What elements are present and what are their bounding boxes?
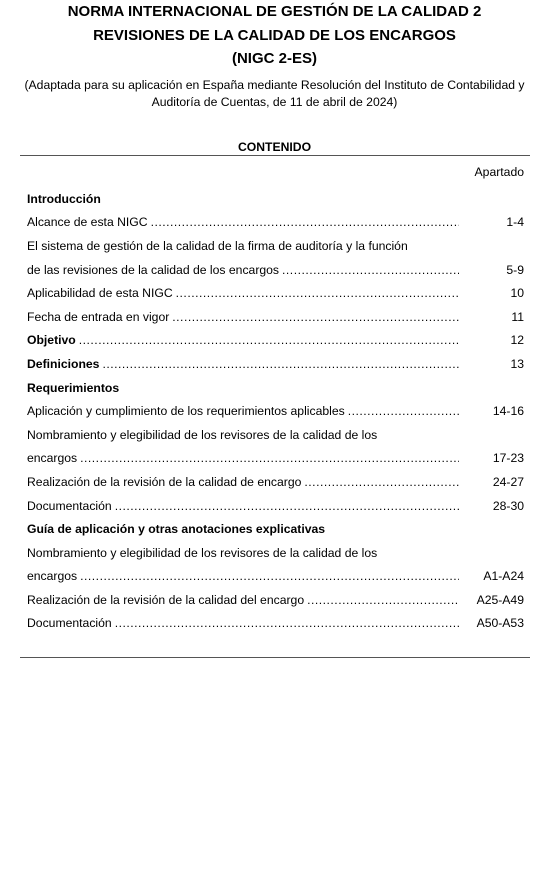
toc-label: Realización de la revisión de la calidad de encargo — [27, 474, 302, 489]
toc-leader-dots — [151, 215, 459, 229]
toc-paragraph-number: 13 — [510, 356, 524, 371]
contents-heading: CONTENIDO — [237, 140, 312, 154]
toc-label: Nombramiento y elegibilidad de los revisores de la calidad de los — [27, 545, 378, 560]
toc-leader-dots — [102, 357, 459, 371]
toc-row — [27, 329, 524, 353]
toc-paragraph-number: A1-A24 — [483, 569, 524, 584]
toc-label: encargos — [27, 569, 78, 584]
toc-label: Introducción — [27, 191, 101, 206]
toc-leader-dots — [282, 263, 459, 277]
toc-row — [27, 494, 524, 518]
toc-row — [27, 352, 524, 376]
toc-paragraph-number: A25-A49 — [476, 592, 524, 607]
toc-row — [27, 470, 524, 494]
table-of-contents — [27, 187, 524, 635]
toc-paragraph-number: 10 — [510, 286, 524, 301]
toc-paragraph-number: 5-9 — [506, 262, 524, 277]
toc-row — [27, 234, 524, 258]
toc-row — [27, 612, 524, 636]
title-line-1: NORMA INTERNACIONAL DE GESTIÓN DE LA CALIDAD 2 — [67, 3, 482, 20]
toc-row — [27, 211, 524, 235]
toc-paragraph-number: 1-4 — [506, 215, 524, 230]
toc-row — [27, 588, 524, 612]
toc-row — [27, 447, 524, 471]
toc-label: de las revisiones de la calidad de los encargos — [27, 262, 280, 277]
toc-row — [27, 281, 524, 305]
toc-label: El sistema de gestión de la calidad de la firma de auditoría y la función — [27, 238, 408, 253]
subtitle: (Adaptada para su aplicación en España mediante Resolución del Instituto de Contabilidad y Auditoría de Cuentas, de 11 de abril de 2024) — [24, 77, 525, 109]
toc-row — [27, 258, 524, 282]
toc-row — [27, 187, 524, 211]
toc-paragraph-number: 17-23 — [492, 451, 524, 466]
toc-label: encargos — [27, 451, 78, 466]
toc-paragraph-number: 28-30 — [492, 498, 524, 513]
toc-leader-dots — [115, 499, 459, 513]
toc-label: Documentación — [27, 616, 112, 631]
toc-label: Objetivo — [27, 333, 76, 348]
toc-leader-dots — [172, 310, 459, 324]
document-header — [0, 0, 549, 111]
toc-row — [27, 305, 524, 329]
toc-row — [27, 565, 524, 589]
toc-paragraph-number: 11 — [511, 309, 524, 324]
toc-leader-dots — [176, 286, 459, 300]
title-line-2: REVISIONES DE LA CALIDAD DE LOS ENCARGOS — [93, 26, 456, 44]
toc-leader-dots — [80, 569, 459, 583]
toc-leader-dots — [348, 404, 459, 418]
toc-label: Requerimientos — [27, 380, 120, 395]
toc-leader-dots — [79, 333, 459, 347]
toc-row — [27, 541, 524, 565]
toc-label: Definiciones — [27, 356, 100, 371]
toc-leader-dots — [80, 451, 459, 465]
top-divider — [20, 155, 530, 156]
toc-label: Aplicación y cumplimiento de los requerimientos aplicables — [27, 404, 345, 419]
title-line-3: (NIGC 2-ES) — [231, 50, 317, 67]
toc-row — [27, 376, 524, 400]
toc-paragraph-number: 24-27 — [492, 474, 524, 489]
toc-leader-dots — [307, 593, 459, 607]
toc-paragraph-number: A50-A53 — [476, 616, 524, 631]
toc-leader-dots — [304, 475, 459, 489]
toc-label: Alcance de esta NIGC — [27, 215, 148, 230]
toc-label: Documentación — [27, 498, 112, 513]
toc-label: Fecha de entrada en vigor — [27, 309, 170, 324]
toc-paragraph-number: 14-16 — [492, 404, 524, 419]
toc-row — [27, 399, 524, 423]
toc-label: Nombramiento y elegibilidad de los revisores de la calidad de los — [27, 427, 378, 442]
toc-label: Guía de aplicación y otras anotaciones explicativas — [27, 522, 326, 537]
toc-paragraph-number: 12 — [510, 333, 524, 348]
bottom-divider — [20, 657, 530, 658]
toc-row — [27, 423, 524, 447]
toc-label: Aplicabilidad de esta NIGC — [27, 286, 173, 301]
toc-row — [27, 517, 524, 541]
toc-leader-dots — [115, 616, 459, 630]
toc-label: Realización de la revisión de la calidad del encargo — [27, 592, 305, 607]
column-header-apartado: Apartado — [474, 165, 524, 179]
